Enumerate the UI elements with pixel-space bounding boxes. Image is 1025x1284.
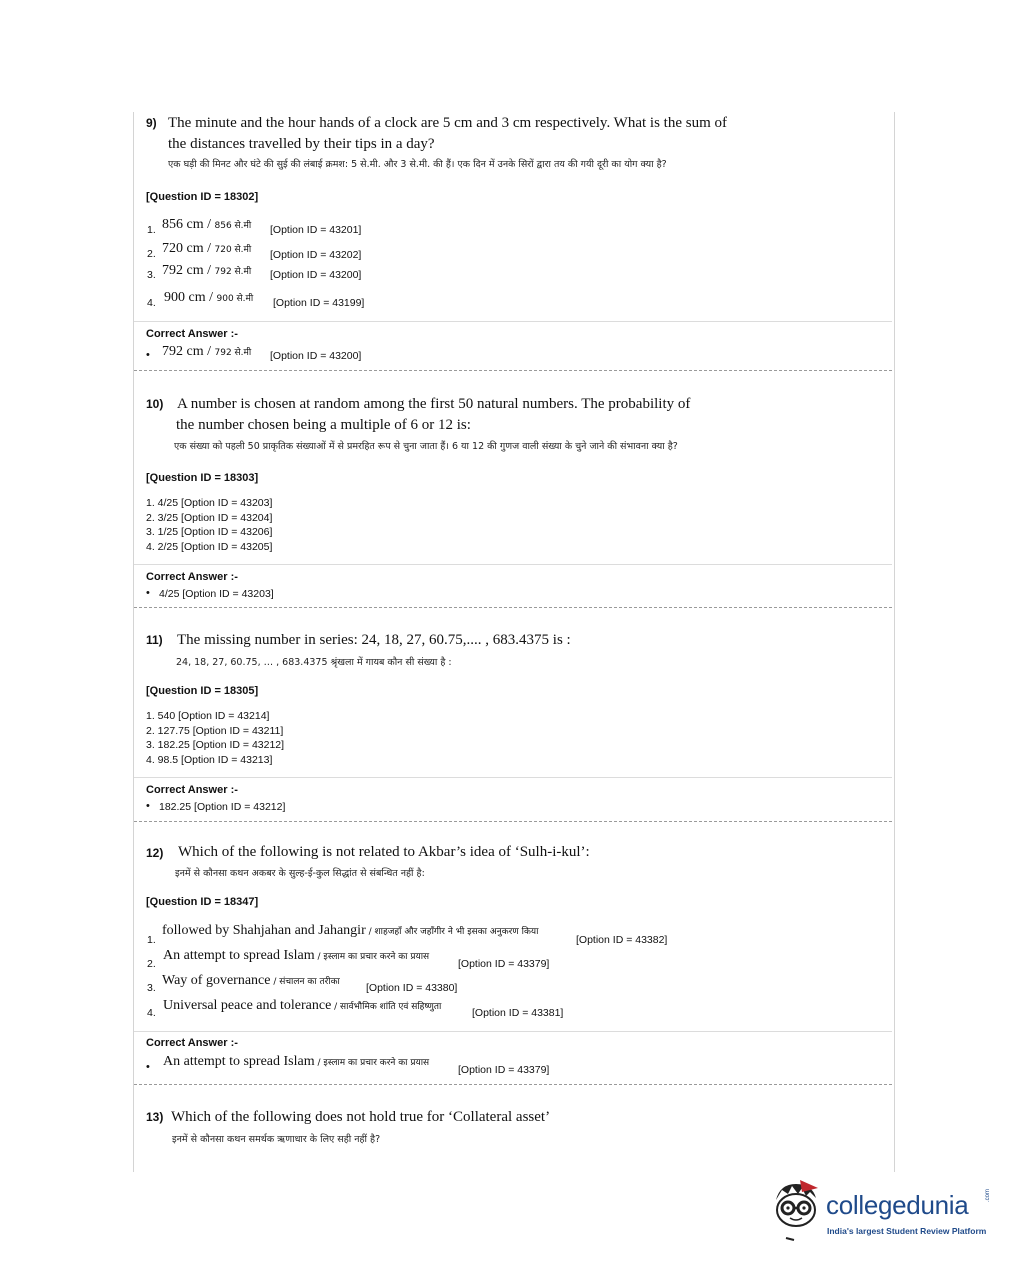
question-id: [Question ID = 18303]: [146, 472, 259, 484]
question-text-hi: 24, 18, 27, 60.75, … , 683.4375 श्रृंखला में गायब कौन सी संख्या है :: [176, 657, 452, 668]
question-text-en: A number is chosen at random among the first 50 natural numbers. The probability of: [177, 396, 691, 412]
question-id: [Question ID = 18347]: [146, 896, 259, 908]
question-text-en: Which of the following does not hold true for ‘Collateral asset’: [171, 1109, 551, 1125]
correct-answer-label: Correct Answer :-: [146, 571, 238, 583]
question-separator: [134, 821, 892, 822]
option-id: [Option ID = 43381]: [472, 1007, 564, 1019]
question-number: 11): [146, 633, 163, 647]
option-id: [Option ID = 43200]: [270, 269, 362, 281]
divider: [134, 321, 892, 322]
correct-answer-label: Correct Answer :-: [146, 1037, 238, 1049]
option[interactable]: 3. 182.25 [Option ID = 43212]: [146, 739, 285, 752]
question-text-en: The minute and the hour hands of a clock are 5 cm and 3 cm respectively. What is the sum of: [168, 115, 727, 131]
correct-answer: An attempt to spread Islam / इस्लाम का प्रचार करने का प्रयास: [163, 1054, 430, 1069]
correct-answer: 182.25 [Option ID = 43212]: [159, 801, 286, 813]
correct-answer-label: Correct Answer :-: [146, 784, 238, 796]
question-id: [Question ID = 18302]: [146, 191, 259, 203]
logo-tagline: India's largest Student Review Platform: [827, 1226, 987, 1236]
question-number: 10): [146, 397, 164, 411]
question-text-hi: एक घड़ी की मिनट और घंटे की सुई की लंबाई क्रमश: 5 से.मी. और 3 से.मी. की हैं। एक दिन में उनके सिरों द्वारा तय की गयी दूरी का योग क्या है?: [168, 159, 667, 170]
option[interactable]: 1. 540 [Option ID = 43214]: [146, 710, 270, 722]
option-id: [Option ID = 43380]: [366, 982, 458, 994]
divider: [134, 1031, 892, 1032]
question-text-en: Which of the following is not related to Akbar’s idea of ‘Sulh-i-kul’:: [178, 844, 590, 860]
option-id: [Option ID = 43382]: [576, 934, 668, 946]
correct-answer: 792 cm / 792 से.मी: [162, 344, 252, 359]
question-text-hi: इनमें से कौनसा कथन अकबर के सुल्ह-ई-कुल सिद्धांत से संबन्धित नहीं है:: [175, 868, 425, 879]
option-id: [Option ID = 43199]: [273, 297, 365, 309]
option[interactable]: 1. 4/25 [Option ID = 43203]: [146, 497, 273, 509]
logo-wordmark: collegedunia: [826, 1190, 969, 1220]
option[interactable]: 3. 1/25 [Option ID = 43206]: [146, 526, 273, 539]
option-id: [Option ID = 43200]: [270, 350, 362, 362]
option[interactable]: 2. 127.75 [Option ID = 43211]: [146, 724, 284, 737]
bullet: •: [146, 587, 150, 599]
option[interactable]: 2. 3/25 [Option ID = 43204]: [146, 511, 273, 524]
question-separator: [134, 607, 892, 608]
question-id: [Question ID = 18305]: [146, 685, 259, 697]
question-number: 13): [146, 1110, 164, 1124]
option-id: [Option ID = 43379]: [458, 1064, 550, 1076]
options-list: [146, 709, 284, 767]
correct-answer: 4/25 [Option ID = 43203]: [159, 588, 274, 600]
option-id: [Option ID = 43379]: [458, 958, 550, 970]
question-separator: [134, 370, 892, 371]
option-id: [Option ID = 43202]: [270, 249, 362, 261]
divider: [134, 564, 892, 565]
option[interactable]: 4. 2/25 [Option ID = 43205]: [146, 540, 273, 553]
question-text-en: the distances travelled by their tips in a day?: [168, 136, 435, 152]
logo-com: .com: [985, 1188, 991, 1202]
bullet: •: [146, 800, 150, 812]
bullet: •: [146, 349, 150, 361]
question-number: 12): [146, 846, 164, 860]
options-list: [146, 496, 272, 554]
collegedunia-logo[interactable]: [766, 1178, 996, 1248]
question-text-hi: इनमें से कौनसा कथन समर्थक ऋणाधार के लिए सही नहीं है?: [172, 1134, 381, 1145]
divider: [134, 777, 892, 778]
question-text-en: The missing number in series: 24, 18, 27, 60.75,.... , 683.4375 is :: [177, 632, 571, 648]
option-id: [Option ID = 43201]: [270, 224, 362, 236]
correct-answer-label: Correct Answer :-: [146, 328, 238, 340]
question-number: 9): [146, 116, 157, 130]
mascot-icon: [766, 1178, 826, 1244]
question-text-en: the number chosen being a multiple of 6 or 12 is:: [176, 417, 471, 433]
option[interactable]: 4. 98.5 [Option ID = 43213]: [146, 753, 273, 766]
question-separator: [134, 1084, 892, 1085]
question-text-hi: एक संख्या को पहली 50 प्राकृतिक संख्याओं में से प्रमरहित रूप से चुना जाता हैं। 6 या 12 की गुणज वाली संख्या के चुने जाने की संभावना क्या है?: [174, 441, 678, 452]
bullet: •: [146, 1061, 150, 1073]
